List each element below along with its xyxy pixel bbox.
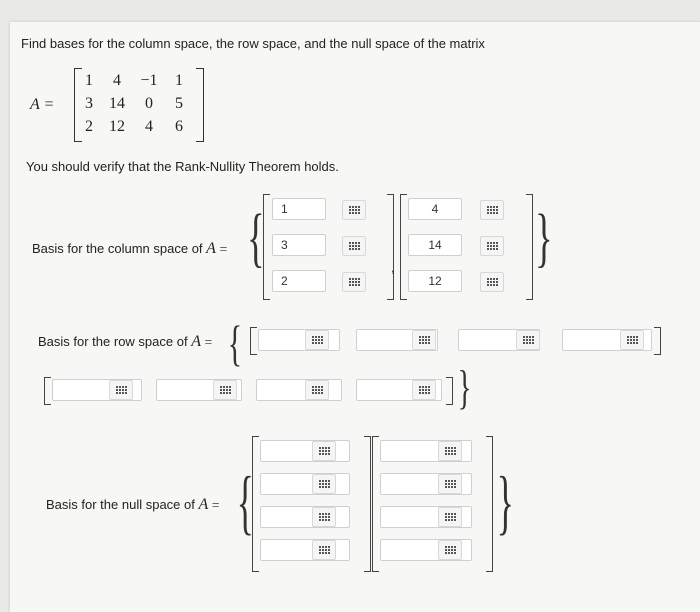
matrix-cell: 6 [175,118,183,135]
matrix-input-button[interactable] [213,380,237,400]
column-basis-2-entry-2[interactable]: 14 [408,234,462,256]
grid-icon [419,386,430,394]
vector-right-bracket [387,194,394,300]
null-basis-1-entry-2[interactable] [260,473,350,495]
matrix-input-button[interactable] [312,474,336,494]
row-vector-left-bracket [44,377,51,405]
grid-icon [312,336,323,344]
null-basis-1-entry-1[interactable] [260,440,350,462]
row-space-open-brace: { [227,315,243,371]
null-basis-1-entry-3[interactable] [260,506,350,528]
null-basis-1-entry-4[interactable] [260,539,350,561]
row-vector-right-bracket [654,327,661,355]
grid-icon [523,336,534,344]
matrix-cell: 2 [85,118,93,135]
matrix-cell: 14 [109,95,125,112]
matrix-cell: 0 [145,95,153,112]
grid-icon [487,278,498,286]
matrix-input-button[interactable] [620,330,644,350]
matrix-cell: 3 [85,95,93,112]
grid-icon [312,386,323,394]
matrix-cell: 1 [85,72,93,89]
matrix-input-button[interactable] [480,200,504,220]
column-basis-1-entry-3[interactable]: 2 [272,270,326,292]
grid-icon [319,513,330,521]
matrix-input-button[interactable] [438,540,462,560]
matrix-cell: 5 [175,95,183,112]
column-basis-1-entry-2[interactable]: 3 [272,234,326,256]
grid-icon [419,336,430,344]
matrix-input-button[interactable] [312,540,336,560]
grid-icon [116,386,127,394]
problem-prompt: Find bases for the column space, the row space, and the null space of the matrix [21,36,485,51]
matrix-cell: 4 [145,118,153,135]
matrix-label: A = [30,96,55,113]
vector-left-bracket [400,194,407,300]
null-space-label: Basis for the null space of A = [46,496,220,513]
matrix-input-button[interactable] [480,236,504,256]
matrix-input-button[interactable] [312,507,336,527]
vector-right-bracket [364,436,371,572]
grid-icon [319,546,330,554]
grid-icon [349,206,360,214]
null-space-open-brace: { [236,462,254,542]
matrix-input-button[interactable] [480,272,504,292]
grid-icon [445,513,456,521]
matrix-input-button[interactable] [305,330,329,350]
matrix-input-button[interactable] [342,272,366,292]
row-vector-right-bracket [446,377,453,405]
matrix-right-bracket [196,68,204,142]
column-basis-2-entry-3[interactable]: 12 [408,270,462,292]
vector-separator-comma: , [391,260,395,275]
column-space-label: Basis for the column space of A = [32,240,228,257]
column-space-open-brace: { [247,201,265,274]
verify-note: You should verify that the Rank-Nullity Theorem holds. [26,159,339,174]
row-space-label: Basis for the row space of A = [38,333,213,350]
matrix-input-button[interactable] [438,441,462,461]
matrix-cell: −1 [140,72,158,89]
matrix-input-button[interactable] [438,507,462,527]
grid-icon [349,278,360,286]
null-space-close-brace: } [496,462,514,542]
column-basis-2-entry-1[interactable]: 4 [408,198,462,220]
grid-icon [319,480,330,488]
grid-icon [487,206,498,214]
matrix-input-button[interactable] [109,380,133,400]
row-basis-2-entry-3[interactable] [256,379,342,401]
row-vector-left-bracket [250,327,257,355]
matrix-cell: 1 [175,72,183,89]
grid-icon [445,447,456,455]
matrix-input-button[interactable] [342,236,366,256]
column-basis-1-entry-1[interactable]: 1 [272,198,326,220]
matrix-input-button[interactable] [412,330,436,350]
matrix-cell: 4 [113,72,121,89]
vector-left-bracket [252,436,259,572]
grid-icon [349,242,360,250]
grid-icon [220,386,231,394]
grid-icon [319,447,330,455]
grid-icon [627,336,638,344]
matrix-input-button[interactable] [516,330,540,350]
vector-right-bracket [486,436,493,572]
grid-icon [445,480,456,488]
vector-left-bracket [372,436,379,572]
matrix-input-button[interactable] [305,380,329,400]
matrix-cell: 12 [109,118,125,135]
vector-right-bracket [526,194,533,300]
matrix-input-button[interactable] [438,474,462,494]
grid-icon [487,242,498,250]
matrix-input-button[interactable] [412,380,436,400]
matrix-input-button[interactable] [342,200,366,220]
row-space-close-brace: } [457,361,472,414]
column-space-close-brace: } [535,201,553,274]
grid-icon [445,546,456,554]
matrix-input-button[interactable] [312,441,336,461]
vector-left-bracket [263,194,270,300]
problem-card [10,22,700,612]
